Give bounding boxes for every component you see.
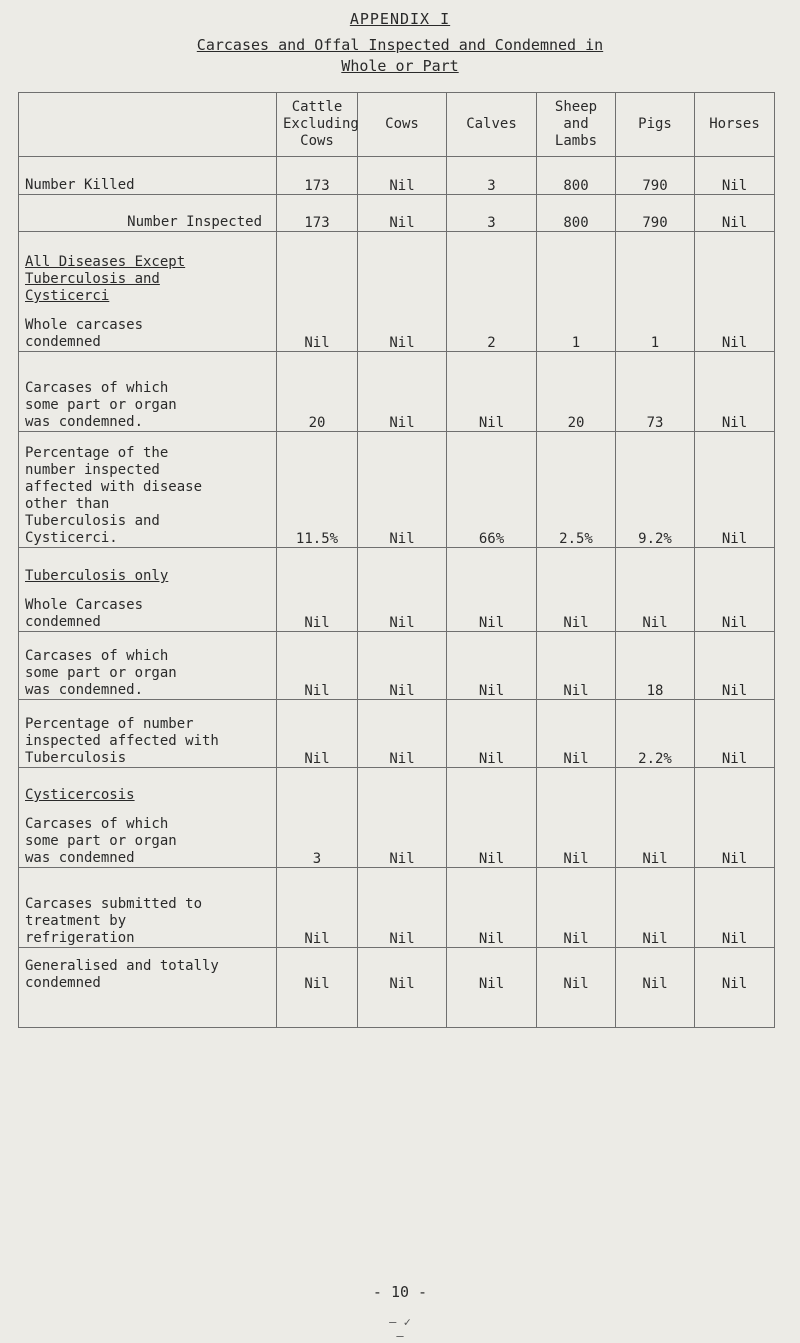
cell-value: Nil	[277, 700, 358, 768]
cell-value: Nil	[695, 700, 775, 768]
cell-value: Nil	[358, 195, 447, 232]
cell-value: Nil	[358, 352, 447, 432]
row-label-cell	[19, 232, 277, 352]
cell-value: Nil	[358, 632, 447, 700]
cell-value: 1	[537, 232, 616, 352]
cell-value: Nil	[358, 432, 447, 548]
cell-value: Nil	[447, 352, 537, 432]
title-line-2: Whole or Part	[341, 57, 459, 75]
cell-value: Nil	[695, 352, 775, 432]
cell-value: 9.2%	[616, 432, 695, 548]
cell-value: 2	[447, 232, 537, 352]
cell-value: Nil	[447, 700, 537, 768]
cell-value: 2.5%	[537, 432, 616, 548]
cell-value: 1	[616, 232, 695, 352]
table-row	[19, 195, 775, 232]
cell-value: Nil	[277, 232, 358, 352]
table-row	[19, 232, 775, 352]
cell-value: Nil	[537, 868, 616, 948]
cell-value: Nil	[277, 948, 358, 1028]
cell-value: Nil	[358, 868, 447, 948]
cell-value: Nil	[695, 432, 775, 548]
cell-value: Nil	[277, 632, 358, 700]
cell-value: 800	[537, 157, 616, 195]
page-number: - 10 -	[372, 1283, 428, 1301]
cell-value: Nil	[447, 632, 537, 700]
row-label: Number Killed	[19, 157, 277, 195]
section-heading: Cysticercosis	[25, 787, 135, 803]
col-header-sheep: Sheep and Lambs	[537, 93, 616, 157]
cell-value: 3	[447, 157, 537, 195]
cell-value: 790	[616, 195, 695, 232]
cell-value: 173	[277, 157, 358, 195]
cell-value: Nil	[537, 548, 616, 632]
row-label: Number Inspected	[19, 195, 277, 232]
cell-value: Nil	[447, 768, 537, 868]
table-row	[19, 768, 775, 868]
row-label: Whole carcases condemned	[25, 317, 144, 350]
cell-value: 20	[277, 352, 358, 432]
col-header-cattle: Cattle Excluding Cows	[277, 93, 358, 157]
row-label-cell	[19, 548, 277, 632]
footer-mark: — ✓ —	[389, 1315, 411, 1343]
table-row	[19, 868, 775, 948]
row-label: Percentage of the number inspected affected with disease other than Tuberculosis and Cysticerci.	[25, 445, 203, 546]
row-label-cell	[19, 700, 277, 768]
cell-value: Nil	[358, 700, 447, 768]
cell-value: Nil	[277, 868, 358, 948]
col-header-cows: Cows	[358, 93, 447, 157]
row-label: Carcases submitted to treatment by refrigeration	[25, 896, 203, 946]
cell-value: 11.5%	[277, 432, 358, 548]
section-heading: Tuberculosis only	[25, 568, 169, 584]
row-label: Carcases of which some part or organ was condemned	[25, 816, 177, 866]
cell-value: 3	[447, 195, 537, 232]
cell-value: 800	[537, 195, 616, 232]
cell-value: Nil	[537, 768, 616, 868]
table-row	[19, 700, 775, 768]
cell-value: Nil	[447, 948, 537, 1028]
cell-value: 20	[537, 352, 616, 432]
cell-value: Nil	[695, 157, 775, 195]
cell-value: Nil	[358, 548, 447, 632]
row-label-cell	[19, 768, 277, 868]
cell-value: Nil	[616, 948, 695, 1028]
cell-value: Nil	[695, 548, 775, 632]
cell-value: Nil	[447, 548, 537, 632]
cell-value: Nil	[358, 948, 447, 1028]
row-label-cell	[19, 948, 277, 1028]
table-row	[19, 352, 775, 432]
cell-value: 173	[277, 195, 358, 232]
cell-value: Nil	[616, 548, 695, 632]
cell-value: Nil	[537, 700, 616, 768]
cell-value: Nil	[695, 232, 775, 352]
cell-value: Nil	[537, 948, 616, 1028]
header-blank	[19, 93, 277, 157]
cell-value: 66%	[447, 432, 537, 548]
col-header-pigs: Pigs	[616, 93, 695, 157]
cell-value: 3	[277, 768, 358, 868]
section-heading: All Diseases Except Tuberculosis and Cysticerci	[25, 254, 186, 304]
cell-value: 790	[616, 157, 695, 195]
table-row	[19, 157, 775, 195]
col-header-horses: Horses	[695, 93, 775, 157]
header-row	[19, 93, 775, 157]
cell-value: 73	[616, 352, 695, 432]
inspection-table	[18, 92, 775, 1028]
cell-value: Nil	[695, 868, 775, 948]
row-label-cell	[19, 432, 277, 548]
row-label: Carcases of which some part or organ was condemned.	[25, 648, 177, 698]
cell-value: Nil	[695, 632, 775, 700]
row-label-cell	[19, 868, 277, 948]
cell-value: Nil	[695, 948, 775, 1028]
cell-value: Nil	[447, 868, 537, 948]
cell-value: Nil	[695, 768, 775, 868]
cell-value: Nil	[616, 768, 695, 868]
title-line-1: Carcases and Offal Inspected and Condemned in	[196, 36, 604, 54]
cell-value: Nil	[358, 232, 447, 352]
cell-value: 18	[616, 632, 695, 700]
table-row	[19, 548, 775, 632]
row-label: Carcases of which some part or organ was condemned.	[25, 380, 177, 430]
row-label-cell	[19, 352, 277, 432]
row-label-cell	[19, 632, 277, 700]
cell-value: Nil	[537, 632, 616, 700]
appendix-heading: APPENDIX I	[349, 10, 451, 28]
cell-value: 2.2%	[616, 700, 695, 768]
table-row	[19, 632, 775, 700]
row-label: Generalised and totally condemned	[25, 958, 219, 991]
cell-value: Nil	[358, 768, 447, 868]
cell-value: Nil	[695, 195, 775, 232]
col-header-calves: Calves	[447, 93, 537, 157]
table-row	[19, 432, 775, 548]
cell-value: Nil	[616, 868, 695, 948]
cell-value: Nil	[358, 157, 447, 195]
table-row	[19, 948, 775, 1028]
cell-value: Nil	[277, 548, 358, 632]
row-label: Percentage of number inspected affected with Tuberculosis	[25, 716, 219, 766]
row-label: Whole Carcases condemned	[25, 597, 144, 630]
